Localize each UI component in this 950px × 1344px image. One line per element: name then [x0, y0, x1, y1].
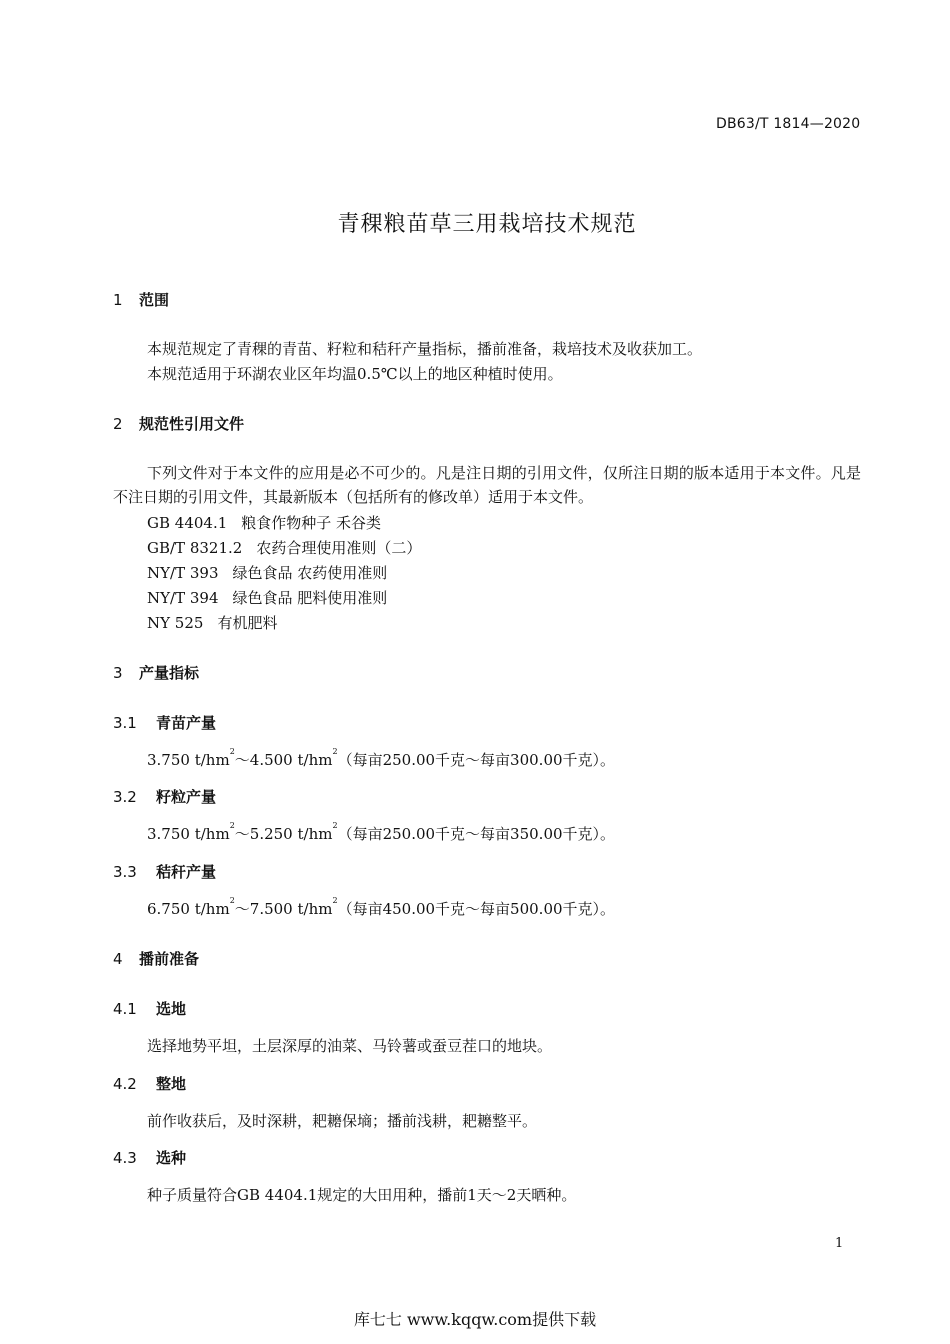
reference-code: NY/T 393 [147, 564, 219, 582]
subsection-number: 4.2 [113, 1075, 137, 1093]
subsection-number: 3.2 [113, 788, 137, 806]
reference-code: NY/T 394 [147, 589, 219, 607]
section-number: 1 [113, 291, 123, 309]
section-3-heading [113, 662, 199, 683]
section-title: 产量指标 [139, 664, 200, 682]
document-title: 青稞粮苗草三用栽培技术规范 [337, 212, 637, 237]
paragraph: 种子质量符合GB 4404.1规定的大田用种，播前1天～2天晒种。 [147, 1186, 577, 1204]
section-title: 播前准备 [139, 950, 200, 968]
reference-code: GB 4404.1 [147, 514, 228, 532]
reference-item [147, 512, 381, 533]
subsection-title: 选种 [156, 1149, 187, 1167]
document-number: DB63/T 1814—2020 [716, 116, 861, 132]
subsection-4-3-heading [113, 1147, 186, 1168]
subsection-title: 整地 [156, 1075, 187, 1093]
reference-item [147, 587, 387, 608]
section-number: 2 [113, 415, 123, 433]
download-footer: 库七七 www.kqqw.com提供下载 [353, 1310, 597, 1329]
page-number: 1 [835, 1236, 844, 1251]
section-number: 4 [113, 950, 123, 968]
paragraph: 本规范规定了青稞的青苗、籽粒和秸秆产量指标，播前准备，栽培技术及收获加工。 [147, 340, 703, 358]
reference-item [147, 537, 421, 558]
subsection-title: 秸秆产量 [156, 863, 217, 881]
subsection-number: 4.3 [113, 1149, 137, 1167]
subsection-3-3-heading [113, 861, 216, 882]
reference-name: 有机肥料 [217, 614, 278, 632]
subsection-number: 4.1 [113, 1000, 137, 1018]
section-1-heading [113, 289, 169, 310]
section-title: 范围 [139, 291, 170, 309]
section-4-heading [113, 948, 199, 969]
reference-name: 绿色食品 肥料使用准则 [232, 589, 388, 607]
paragraph: 前作收获后，及时深耕，耙耱保墒；播前浅耕，耙耱整平。 [147, 1112, 538, 1130]
subsection-number: 3.1 [113, 714, 137, 732]
section-2-heading [113, 413, 244, 434]
yield-value: 6.750 $t/hm^2\sim 7.500$ $t/hm^2$（每亩450.00千克～每亩500.00千克）。 [147, 896, 616, 918]
reference-name: 绿色食品 农药使用准则 [232, 564, 388, 582]
yield-value: 3.750 $t/hm^2\sim 4.500$ $t/hm^2$（每亩250.00千克～每亩300.00千克）。 [147, 747, 616, 769]
subsection-title: 籽粒产量 [156, 788, 217, 806]
reference-name: 粮食作物种子 禾谷类 [241, 514, 382, 532]
paragraph-intro: 下列文件对于本文件的应用是必不可少的。凡是注日期的引用文件，仅所注日期的版本适用于本文件。凡是不注日期的引用文件，其最新版本（包括所有的修改单）适用于本文件。 [113, 464, 861, 506]
subsection-title: 选地 [156, 1000, 187, 1018]
reference-item [147, 612, 277, 633]
section-title: 规范性引用文件 [139, 415, 245, 433]
reference-item [147, 562, 387, 583]
reference-code: GB/T 8321.2 [147, 539, 243, 557]
subsection-4-1-heading [113, 998, 186, 1019]
paragraph: 本规范适用于环湖农业区年均温0.5℃以上的地区种植时使用。 [147, 365, 563, 383]
subsection-4-2-heading [113, 1073, 186, 1094]
reference-code: NY 525 [147, 614, 204, 632]
section-number: 3 [113, 664, 123, 682]
reference-name: 农药合理使用准则（二） [256, 539, 422, 557]
paragraph: 选择地势平坦，土层深厚的油菜、马铃薯或蚕豆茬口的地块。 [147, 1037, 553, 1055]
subsection-3-2-heading [113, 786, 216, 807]
subsection-number: 3.3 [113, 863, 137, 881]
subsection-3-1-heading [113, 712, 216, 733]
yield-value: 3.750 $t/hm^2\sim 5.250$ $t/hm^2$（每亩250.00千克～每亩350.00千克）。 [147, 821, 616, 843]
subsection-title: 青苗产量 [156, 714, 217, 732]
